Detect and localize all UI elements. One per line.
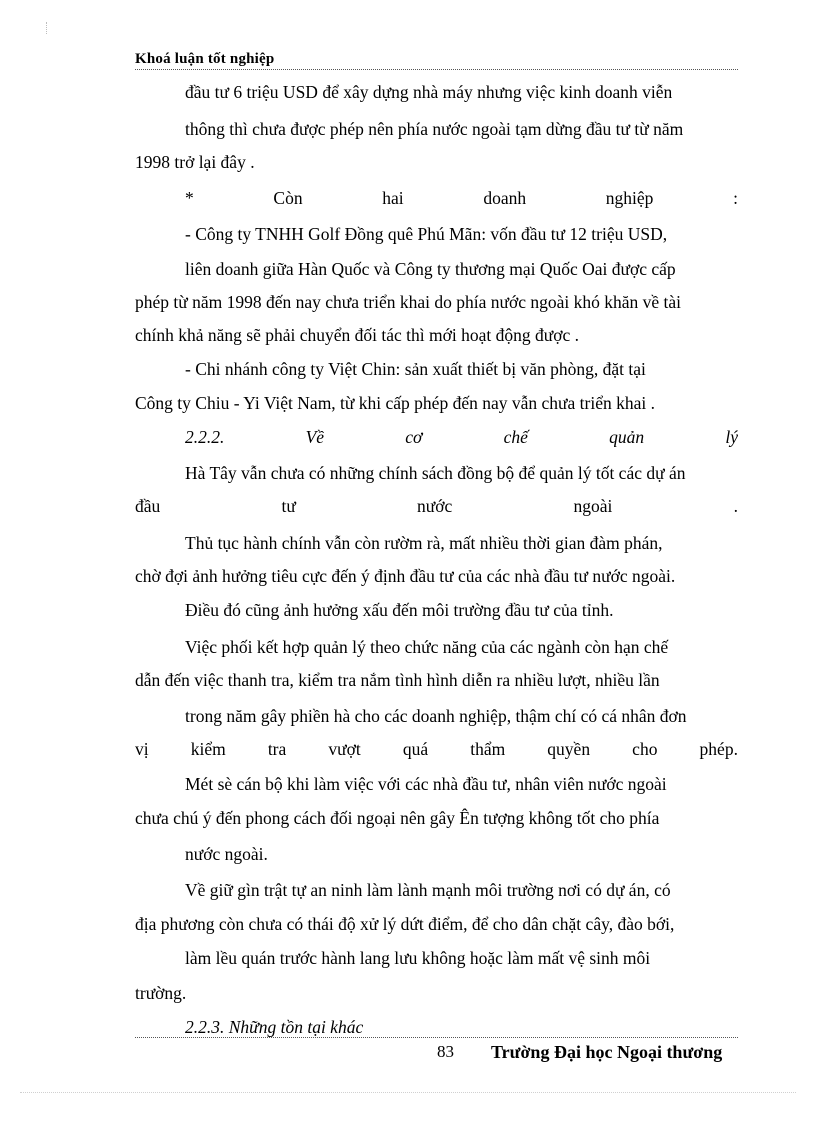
page-corner-mark <box>46 22 49 34</box>
section-number: 2.2.2. <box>185 427 225 447</box>
body-line: địa phương còn chưa có thái độ xử lý dứt điểm, để cho dân chặt cây, đào bới, <box>135 914 675 934</box>
section-heading-2-2-2 <box>185 427 738 447</box>
running-header-title: Khoá luận tốt nghiệp <box>135 51 275 67</box>
bullet-mark: * <box>185 188 194 208</box>
page-bottom-edge <box>20 1092 796 1093</box>
body-line: thông thì chưa được phép nên phía nước ngoài tạm dừng đầu tư từ năm <box>185 119 684 139</box>
word: nghiệp <box>605 188 654 208</box>
header-dotted-rule <box>135 69 738 70</box>
running-footer-school: Trường Đại học Ngoại thương <box>491 1042 723 1062</box>
body-line: Về giữ gìn trật tự an ninh làm lành mạnh môi trường nơi có dự án, có <box>185 880 671 900</box>
word: quản <box>609 427 645 447</box>
body-line-justified <box>135 496 738 516</box>
word: doanh <box>483 188 527 208</box>
body-line-justified <box>135 739 738 759</box>
body-line: làm lều quán trước hành lang lưu không hoặc làm mất vệ sinh môi <box>185 948 651 968</box>
word: cơ <box>405 427 423 447</box>
word: quá <box>402 739 429 759</box>
page-number: 83 <box>437 1042 454 1061</box>
body-line-justified <box>185 188 738 208</box>
word: phép. <box>699 739 738 759</box>
body-line: Thủ tục hành chính vẫn còn rườm rà, mất nhiều thời gian đàm phán, <box>185 533 663 553</box>
footer-dotted-rule <box>135 1037 738 1038</box>
body-line: trường. <box>135 983 187 1003</box>
word: cho <box>632 739 658 759</box>
word: quyền <box>547 739 591 759</box>
word: vượt <box>328 739 361 759</box>
word: đầu <box>135 496 161 516</box>
body-line: dẫn đến việc thanh tra, kiểm tra nắm tình hình diễn ra nhiều lượt, nhiều lần <box>135 670 660 690</box>
word: vị <box>135 739 149 759</box>
body-line: Hà Tây vẫn chưa có những chính sách đồng bộ để quản lý tốt các dự án <box>185 463 686 483</box>
word: Về <box>305 427 325 447</box>
body-line: Công ty Chiu - Yi Việt Nam, từ khi cấp phép đến nay vẫn chưa triển khai . <box>135 393 655 413</box>
body-line: nước ngoài. <box>185 844 268 864</box>
body-line: chưa chú ý đến phong cách đối ngoại nên gây Ên tượng không tốt cho phía <box>135 808 660 828</box>
word: kiểm <box>190 739 226 759</box>
word: : <box>733 188 738 208</box>
body-line: liên doanh giữa Hàn Quốc và Công ty thương mại Quốc Oai được cấp <box>185 259 676 279</box>
word: thẩm <box>470 739 506 759</box>
word: hai <box>382 188 404 208</box>
word: ngoài <box>573 496 613 516</box>
body-line: 1998 trở lại đây . <box>135 152 255 172</box>
body-line: chờ đợi ảnh hưởng tiêu cực đến ý định đầu tư của các nhà đầu tư nước ngoài. <box>135 566 676 586</box>
word: . <box>733 496 738 516</box>
body-line: đầu tư 6 triệu USD để xây dựng nhà máy nhưng việc kinh doanh viễn <box>185 82 673 102</box>
body-line: - Công ty TNHH Golf Đồng quê Phú Mãn: vốn đầu tư 12 triệu USD, <box>185 224 668 244</box>
word: Còn <box>273 188 303 208</box>
word: lý <box>725 427 738 447</box>
word: nước <box>417 496 453 516</box>
body-line: Điều đó cũng ảnh hưởng xấu đến môi trường đầu tư của tỉnh. <box>185 600 614 620</box>
body-line: trong năm gây phiền hà cho các doanh nghiệp, thậm chí có cá nhân đơn <box>185 706 687 726</box>
body-line: Việc phối kết hợp quản lý theo chức năng của các ngành còn hạn chế <box>185 637 669 657</box>
word: chế <box>503 427 528 447</box>
word: tra <box>267 739 287 759</box>
body-line: chính khả năng sẽ phải chuyển đối tác thì mới hoạt động được . <box>135 325 580 345</box>
body-line: Mét sè cán bộ khi làm việc với các nhà đầu tư, nhân viên nước ngoài <box>185 774 667 794</box>
word: tư <box>281 496 296 516</box>
body-line: - Chi nhánh công ty Việt Chin: sản xuất thiết bị văn phòng, đặt tại <box>185 359 646 379</box>
section-heading-2-2-3: 2.2.3. Những tồn tại khác <box>185 1017 364 1037</box>
body-line: phép từ năm 1998 đến nay chưa triển khai do phía nước ngoài khó khăn về tài <box>135 292 682 312</box>
